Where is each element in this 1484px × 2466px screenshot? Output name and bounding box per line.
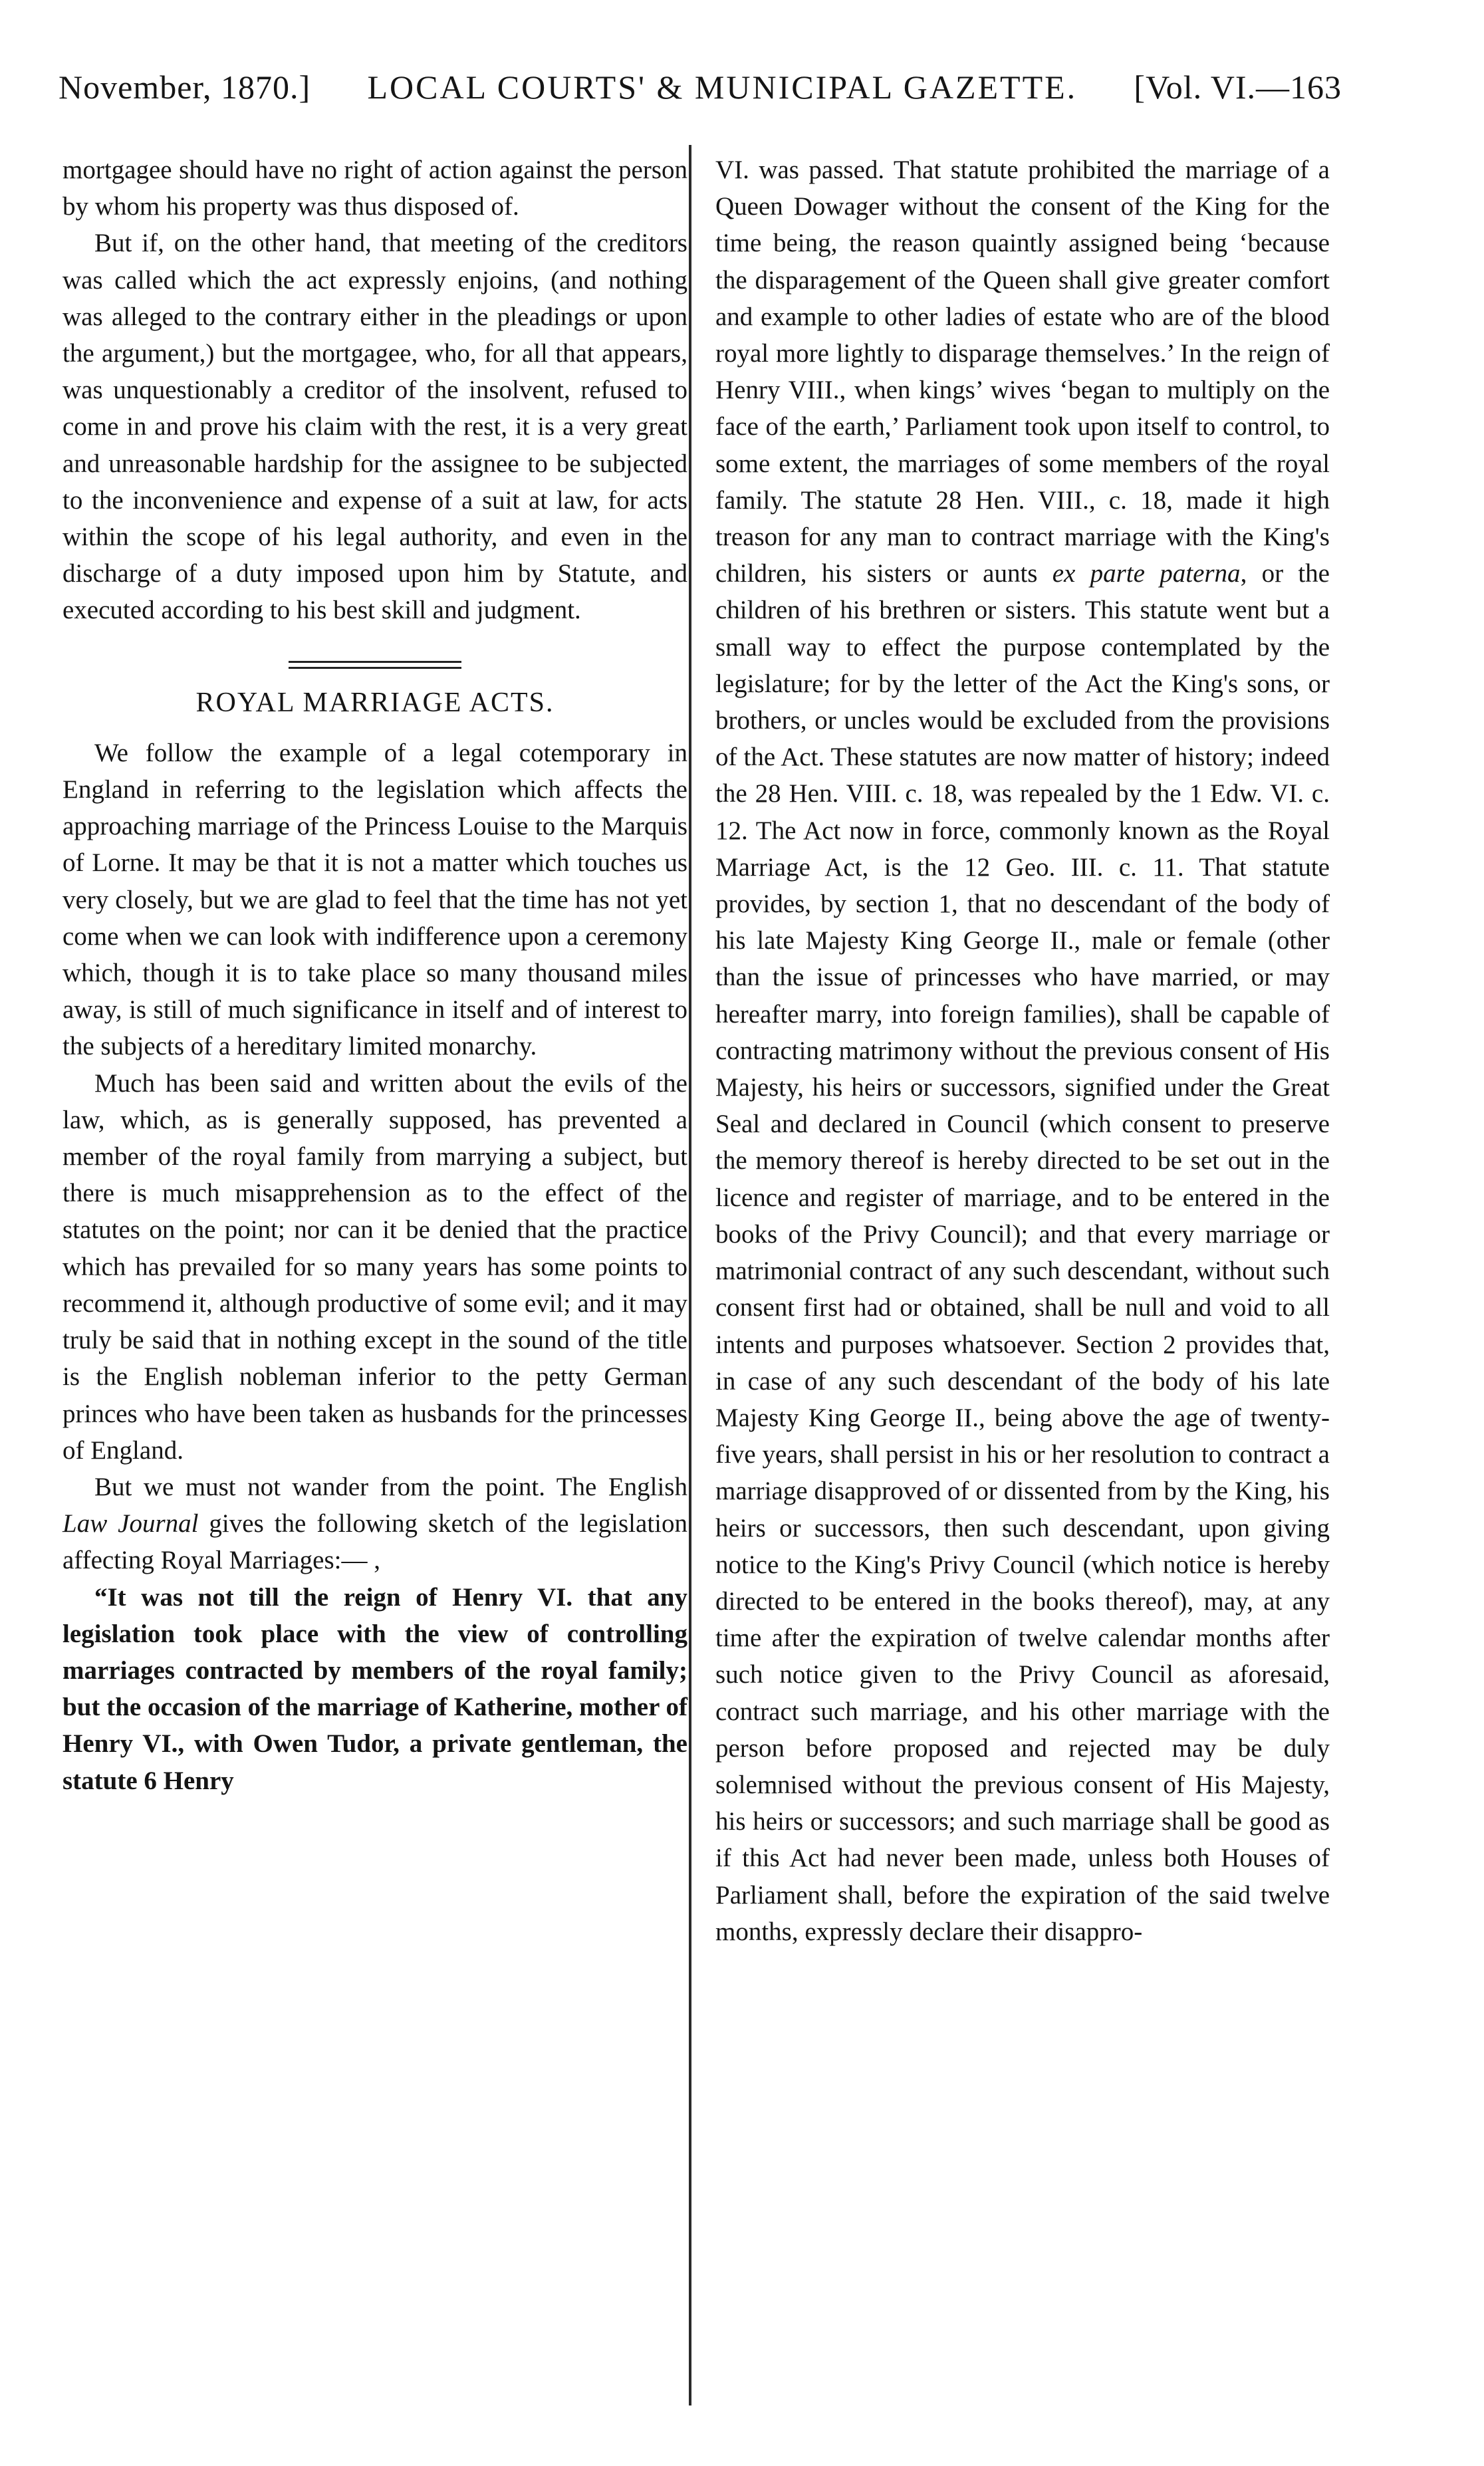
paragraph: Much has been said and written about the evils of the law, which, as is generally supposed, has prevented a member of the royal family from marrying a subject, but there is much misapprehension as to the effect of the statutes on the point; nor can it be denied that the practice which has prevailed for so many years has some points to recommend it, although productive of some evil; and it may truly be said that in nothing except in the sound of the title is the English nobleman inferior to the petty German princes who have been taken as husbands for the princesses of England. [62, 1068, 687, 1465]
header-date: November, 1870.] [59, 68, 311, 106]
header-title: LOCAL COURTS' & MUNICIPAL GAZETTE. [367, 68, 1078, 106]
left-column [62, 152, 687, 1799]
journal-title: Law Journal [62, 1509, 199, 1539]
right-column [715, 152, 1330, 1950]
paragraph: VI. was passed. That statute prohibited the marriage of a Queen Dowager without the consent of the King for the time being, the reason quaintly assigned being ‘because the disparagement of the Queen shall give greater comfort and example to other ladies of estate who are of the blood royal more lightly to disparage themselves.’ In the reign of Henry VIII., when kings’ wives ‘began to multiply on the face of the earth,’ Parliament took upon itself to control, to some extent, the marriages of some members of the royal family. The statute 28 Hen. VIII., c. 18, made it high treason for any man to contract marriage with the King's children, his sisters or aunts ex parte paterna, or the children of his brethren or sisters. This statute went but a small way to effect the purpose contemplated by the legislature; for by the letter of the Act the King's sons, or brothers, or uncles would be excluded from the provisions of the Act. These statutes are now matter of history; indeed the 28 Hen. VIII. c. 18, was repealed by the 1 Edw. VI. c. 12. The Act now in force, commonly known as the Royal Marriage Act, is the 12 Geo. III. c. 11. That statute provides, by section 1, that no descendant of the body of his late Majesty King George II., male or female (other than the issue of princesses who have married, or may hereafter marry, into foreign families), shall be capable of contracting matrimony without the previous consent of His Majesty, his heirs or successors, signified under the Great Seal and declared in Council (which consent to preserve the memory thereof is hereby directed to be set out in the licence and register of marriage, and to be entered in the books of the Privy Council); and that every marriage or matrimonial contract of any such descendant, without such consent first had or obtained, shall be null and void to all intents and purposes whatsoever. Section 2 provides that, in case of any such descendant of the body of his late Majesty King George II., being above the age of twenty-five years, shall persist in his or her resolution to contract a marriage disapproved of or dissented from by the King, his heirs or successors, then such descendant, upon giving notice to the King's Privy Council (which notice is hereby directed to be entered in the books thereof), may, at any time after the expiration of twelve calendar months after such notice given to the Privy Council as aforesaid, contract such marriage, and his other marriage with the person before proposed and rejected may be duly solemnised without the previous consent of His Majesty, his heirs or successors; and such marriage shall be good as if this Act had never been made, unless both Houses of Parliament shall, before the expiration of the said twelve months, expressly declare their disappro- [715, 156, 1330, 1946]
quote-paragraph: “It was not till the reign of Henry VI. that any legislation took place with the view of controlling marriages contracted by members of the royal family; but the occasion of the marriage of Katherine, mother of Henry VI., with Owen Tudor, a private gentleman, the statute 6 Henry [62, 1582, 687, 1795]
paragraph: mortgagee should have no right of action against the person by whom his property was thus disposed of. [62, 156, 687, 221]
column-divider [689, 145, 691, 2405]
paragraph: But we must not wander from the point. The English Law Journal gives the following sketch of the legislation affecting Royal Marriages:— , [62, 1472, 687, 1575]
paragraph: We follow the example of a legal cotemporary in England in referring to the legislation which affects the approaching marriage of the Princess Louise to the Marquis of Lorne. It may be that it is not a matter which touches us very closely, but we are glad to feel that the time has not yet come when we can look with indifference upon a ceremony which, though it is to take place so many thousand miles away, is still of much significance in itself and of interest to the subjects of a hereditary limited monarchy. [62, 738, 687, 1061]
header-volume: [Vol. VI.—163 [1134, 68, 1342, 106]
paragraph: But if, on the other hand, that meeting of the creditors was called which the act expressly enjoins, (and nothing was alleged to the contrary either in the pleadings or upon the argument,) but the mortgagee, who, for all that appears, was unquestionably a creditor of the insolvent, refused to come in and prove his claim with the rest, it is a very great and unreasonable hardship for the assignee to be subjected to the inconvenience and expense of a suit at law, for acts within the scope of his legal authority, and even in the discharge of a duty imposed upon him by Statute, and executed according to his best skill and judgment. [62, 229, 687, 625]
page-header [59, 68, 1342, 121]
latin-phrase: ex parte paterna [1052, 559, 1241, 588]
section-title: ROYAL MARRIAGE ACTS. [195, 687, 555, 718]
section-rule [289, 661, 461, 669]
